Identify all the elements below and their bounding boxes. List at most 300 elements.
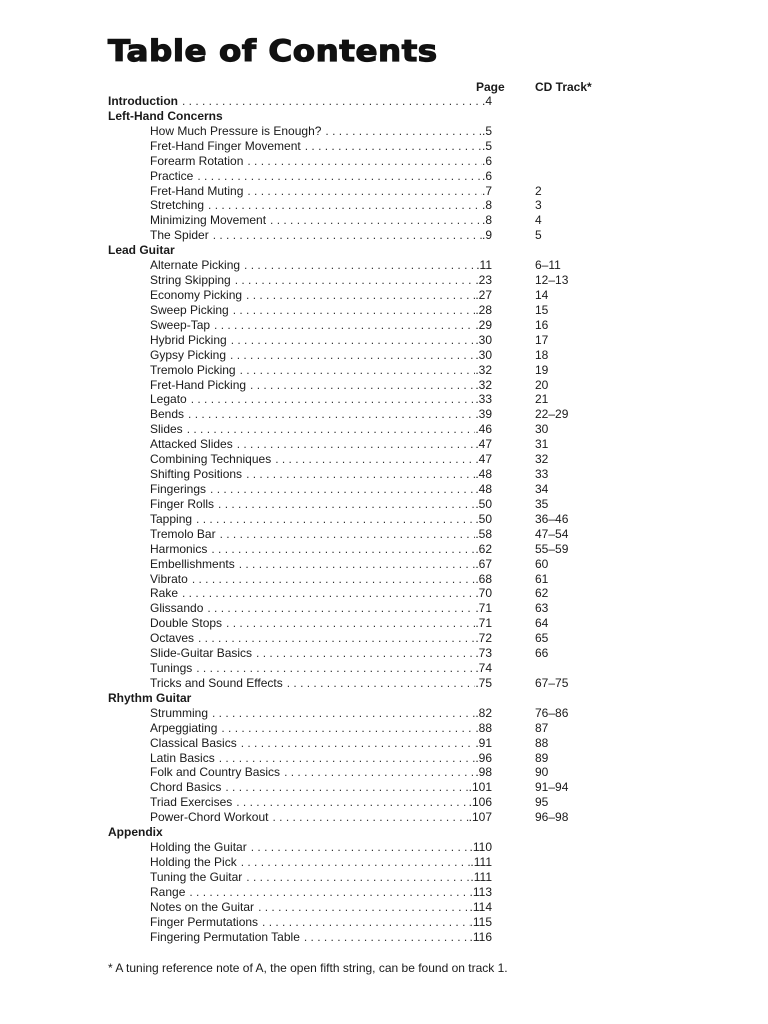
- page-number: .71: [475, 616, 492, 631]
- cd-track: 63: [535, 601, 549, 616]
- toc-entry-row[interactable]: [108, 840, 588, 855]
- section-title: Introduction: [108, 94, 178, 108]
- toc-entry: [150, 452, 492, 467]
- toc-entry: [150, 542, 492, 557]
- toc-entry: [150, 870, 492, 885]
- page-number: .101: [468, 780, 492, 795]
- entry-label: How Much Pressure is Enough?: [150, 123, 322, 138]
- toc-entry: [150, 765, 492, 780]
- toc-entry: [150, 213, 492, 228]
- page-number: .88: [475, 720, 492, 735]
- entry-label: Harmonics: [150, 541, 208, 556]
- cd-track: 18: [535, 347, 549, 362]
- toc-entry: [150, 467, 492, 482]
- toc-entry-row[interactable]: [108, 706, 588, 721]
- toc-entry-row[interactable]: [108, 572, 588, 587]
- page-number: .27: [475, 287, 492, 302]
- dot-leader: [213, 228, 482, 243]
- cd-track: 3: [535, 198, 542, 213]
- toc-entry: [150, 586, 492, 601]
- page-number: .47: [475, 452, 492, 467]
- cd-track: 64: [535, 616, 549, 631]
- cd-track: 30: [535, 422, 549, 437]
- toc-entry: [150, 646, 492, 661]
- toc-entry: [150, 363, 492, 378]
- toc-entry-row[interactable]: [108, 765, 588, 780]
- cd-track: 89: [535, 750, 549, 765]
- toc-entry: [150, 557, 492, 572]
- toc-entry: [150, 512, 492, 527]
- toc-entry: [150, 437, 492, 452]
- toc-entry-row[interactable]: [108, 228, 588, 243]
- page-number: .110: [469, 840, 492, 855]
- page-number: .116: [469, 929, 492, 944]
- dot-leader: [241, 736, 476, 751]
- cd-track: 88: [535, 735, 549, 750]
- entry-label: Glissando: [150, 601, 204, 616]
- entry-label: Holding the Pick: [150, 855, 237, 870]
- cd-track: 14: [535, 287, 549, 302]
- footnote: * A tuning reference note of A, the open fifth string, can be found on track 1.: [108, 961, 508, 975]
- dot-leader: [236, 795, 468, 810]
- dot-leader: [196, 661, 475, 676]
- toc-entry-row[interactable]: [108, 870, 588, 885]
- dot-leader: [246, 467, 475, 482]
- entry-label: Tremolo Picking: [150, 362, 236, 377]
- page-number: .75: [475, 675, 492, 690]
- page-number: .107: [468, 810, 492, 825]
- cd-track: 4: [535, 213, 542, 228]
- toc-entry-row[interactable]: [108, 930, 588, 945]
- page-number: .114: [469, 899, 492, 914]
- cd-track: 5: [535, 228, 542, 243]
- page-number: .30: [475, 347, 492, 362]
- toc-entry: [150, 154, 492, 169]
- page-number: .50: [475, 496, 492, 511]
- cd-track: 47–54: [535, 526, 569, 541]
- entry-label: Bends: [150, 407, 185, 422]
- toc-entry: [150, 572, 492, 587]
- entry-label: Embellishments: [150, 556, 235, 571]
- toc-entry: [150, 407, 492, 422]
- dot-leader: [233, 303, 476, 318]
- dot-leader: [218, 497, 475, 512]
- page-number: .70: [475, 586, 492, 601]
- entry-label: Practice: [150, 168, 194, 183]
- toc-entry: [150, 795, 492, 810]
- page-number: .67: [475, 556, 492, 571]
- entry-label: Latin Basics: [150, 750, 215, 765]
- page-title: Table of Contents: [108, 34, 438, 68]
- dot-leader: [214, 318, 475, 333]
- dot-leader: [273, 810, 469, 825]
- entry-label: Fingerings: [150, 481, 207, 496]
- cd-track: 33: [535, 467, 549, 482]
- toc-entry-row[interactable]: [108, 810, 588, 825]
- toc-entry-row[interactable]: [108, 885, 588, 900]
- toc-entry: [150, 392, 492, 407]
- toc-entry-row[interactable]: [108, 676, 588, 691]
- toc-entry-row[interactable]: [108, 780, 588, 795]
- page-number: .68: [475, 571, 492, 586]
- toc-entry-row[interactable]: [108, 542, 588, 557]
- page-number: .5: [481, 123, 492, 138]
- dot-leader: [256, 646, 475, 661]
- entry-label: Power-Chord Workout: [150, 810, 269, 825]
- entry-label: Alternate Picking: [150, 258, 241, 273]
- dot-leader: [270, 213, 482, 228]
- entry-label: Economy Picking: [150, 287, 243, 302]
- entry-label: Forearm Rotation: [150, 153, 244, 168]
- toc-entry: [150, 810, 492, 825]
- page-number: .48: [475, 467, 492, 482]
- entry-label: Sweep Picking: [150, 302, 229, 317]
- page-number: .8: [481, 198, 492, 213]
- toc-entry-row[interactable]: [108, 512, 588, 527]
- cd-track: 17: [535, 332, 549, 347]
- toc-entry: [150, 378, 492, 393]
- dot-leader: [210, 482, 475, 497]
- toc-entry: [150, 258, 492, 273]
- page-number: .73: [475, 646, 492, 661]
- cd-track: 87: [535, 720, 549, 735]
- toc-entry: [150, 422, 492, 437]
- toc-entry-row[interactable]: [108, 318, 588, 333]
- toc-entry: [150, 915, 492, 930]
- entry-label: Tricks and Sound Effects: [150, 675, 283, 690]
- toc-entry-row[interactable]: [108, 452, 588, 467]
- cd-track: 12–13: [535, 273, 569, 288]
- toc-entry: [150, 497, 492, 512]
- page-number: .6: [481, 168, 492, 183]
- dot-leader: [182, 586, 475, 601]
- toc-entry-row[interactable]: [108, 124, 588, 139]
- toc-entry-row[interactable]: [108, 422, 588, 437]
- dot-leader: [188, 407, 475, 422]
- toc-entry-row[interactable]: [108, 646, 588, 661]
- entry-label: Legato: [150, 392, 187, 407]
- entry-label: Fret-Hand Finger Movement: [150, 138, 301, 153]
- dot-leader: [198, 631, 475, 646]
- cd-track: 19: [535, 362, 549, 377]
- toc-entry-row[interactable]: [108, 154, 588, 169]
- page-number: .91: [475, 735, 492, 750]
- entry-label: Sweep-Tap: [150, 317, 211, 332]
- toc-entry-row[interactable]: [108, 557, 588, 572]
- dot-leader: [189, 885, 469, 900]
- section-title: Lead Guitar: [108, 243, 175, 258]
- cd-track: 61: [535, 571, 549, 586]
- entry-label: Notes on the Guitar: [150, 899, 255, 914]
- section-heading: [108, 825, 492, 840]
- entry-label: Slide-Guitar Basics: [150, 646, 253, 661]
- page-number: .30: [475, 332, 492, 347]
- cd-track: 31: [535, 437, 549, 452]
- toc-section-row[interactable]: [108, 94, 588, 109]
- dot-leader: [237, 437, 476, 452]
- dot-leader: [247, 184, 482, 199]
- entry-label: Fret-Hand Picking: [150, 377, 247, 392]
- dot-leader: [247, 154, 482, 169]
- toc-entry: [150, 288, 492, 303]
- toc-entry: [150, 139, 492, 154]
- cd-track: 91–94: [535, 780, 569, 795]
- toc-entry-row[interactable]: [108, 751, 588, 766]
- cd-track: 96–98: [535, 810, 569, 825]
- toc-section-row[interactable]: [108, 691, 588, 706]
- entry-label: Stretching: [150, 198, 205, 213]
- toc-entry-row[interactable]: [108, 288, 588, 303]
- dot-leader: [207, 601, 475, 616]
- page-number: .111: [470, 855, 492, 870]
- toc-section-row[interactable]: [108, 243, 588, 258]
- toc-entry: [150, 601, 492, 616]
- toc-entry: [150, 228, 492, 243]
- toc-entry: [150, 273, 492, 288]
- toc-entry-row[interactable]: [108, 482, 588, 497]
- dot-leader: [212, 706, 475, 721]
- dot-leader: [284, 765, 475, 780]
- entry-label: Double Stops: [150, 616, 223, 631]
- toc-entry: [150, 855, 492, 870]
- toc-entry: [150, 751, 492, 766]
- section-heading: [108, 94, 492, 109]
- toc-entry-row[interactable]: [108, 378, 588, 393]
- page-number: .71: [475, 601, 492, 616]
- page-number: .82: [475, 705, 492, 720]
- entry-label: Folk and Country Basics: [150, 765, 281, 780]
- toc-entry-row[interactable]: [108, 303, 588, 318]
- dot-leader: [208, 198, 482, 213]
- toc-entry: [150, 885, 492, 900]
- toc-entry-row[interactable]: [108, 586, 588, 601]
- toc-entry-row[interactable]: [108, 795, 588, 810]
- dot-leader: [225, 780, 468, 795]
- toc-entry-row[interactable]: [108, 407, 588, 422]
- toc-entry-row[interactable]: [108, 616, 588, 631]
- entry-label: Arpeggiating: [150, 720, 218, 735]
- toc-entry: [150, 348, 492, 363]
- toc-entry-row[interactable]: [108, 497, 588, 512]
- entry-label: Chord Basics: [150, 780, 222, 795]
- page-number: .47: [475, 437, 492, 452]
- toc-entry-row[interactable]: [108, 900, 588, 915]
- cd-track: 90: [535, 765, 549, 780]
- page-number: .6: [481, 153, 492, 168]
- dot-leader: [304, 930, 470, 945]
- toc-entry: [150, 184, 492, 199]
- cd-track: 32: [535, 452, 549, 467]
- toc-entry-row[interactable]: [108, 258, 588, 273]
- dot-leader: [220, 527, 476, 542]
- cd-track: 67–75: [535, 675, 569, 690]
- page-number: .58: [475, 526, 492, 541]
- cd-track: 2: [535, 183, 542, 198]
- toc-entry: [150, 631, 492, 646]
- toc-entry-row[interactable]: [108, 273, 588, 288]
- entry-label: Triad Exercises: [150, 795, 233, 810]
- cd-track: 65: [535, 631, 549, 646]
- page-number: .39: [475, 407, 492, 422]
- dot-leader: [230, 348, 475, 363]
- cd-track: 22–29: [535, 407, 569, 422]
- dot-leader: [240, 363, 476, 378]
- page-number: .7: [481, 183, 492, 198]
- toc-section-row[interactable]: [108, 825, 588, 840]
- section-title: Appendix: [108, 825, 163, 840]
- dot-leader: [196, 512, 475, 527]
- cd-track: 36–46: [535, 511, 569, 526]
- page-number: .32: [475, 377, 492, 392]
- table-of-contents: [108, 94, 588, 945]
- toc-entry: [150, 930, 492, 945]
- dot-leader: [187, 422, 476, 437]
- page-number: .113: [469, 884, 492, 899]
- section-title: Left-Hand Concerns: [108, 108, 223, 123]
- dot-leader: [221, 721, 475, 736]
- entry-label: Tunings: [150, 661, 193, 676]
- entry-label: Hybrid Picking: [150, 332, 227, 347]
- toc-section-row[interactable]: [108, 109, 588, 124]
- toc-entry: [150, 661, 492, 676]
- dot-leader: [197, 169, 482, 184]
- entry-label: Combining Techniques: [150, 452, 272, 467]
- toc-entry-row[interactable]: [108, 736, 588, 751]
- dot-leader: [235, 273, 476, 288]
- toc-entry-row[interactable]: [108, 601, 588, 616]
- dot-leader: [211, 542, 475, 557]
- dot-leader: [246, 870, 470, 885]
- dot-leader: [325, 124, 482, 139]
- section-title: Rhythm Guitar: [108, 690, 192, 705]
- entry-label: Octaves: [150, 631, 195, 646]
- entry-label: The Spider: [150, 228, 209, 243]
- cd-track: 6–11: [535, 258, 561, 273]
- page-number: .11: [476, 258, 492, 273]
- toc-entry: [150, 721, 492, 736]
- entry-label: Minimizing Movement: [150, 213, 267, 228]
- page-number: .46: [475, 422, 492, 437]
- page-number: .4: [481, 94, 492, 108]
- toc-entry: [150, 840, 492, 855]
- dot-leader: [258, 900, 469, 915]
- toc-entry-row[interactable]: [108, 855, 588, 870]
- toc-entry-row[interactable]: [108, 139, 588, 154]
- entry-label: Tapping: [150, 511, 193, 526]
- section-heading: [108, 109, 492, 124]
- cd-track: 76–86: [535, 705, 569, 720]
- toc-entry-row[interactable]: [108, 915, 588, 930]
- cd-track: 16: [535, 317, 549, 332]
- toc-entry-row[interactable]: [108, 169, 588, 184]
- toc-entry-row[interactable]: [108, 348, 588, 363]
- toc-entry-row[interactable]: [108, 392, 588, 407]
- page-number: .48: [475, 481, 492, 496]
- dot-leader: [219, 751, 476, 766]
- page-number: .106: [468, 795, 492, 810]
- toc-entry: [150, 318, 492, 333]
- page-column-header: Page: [476, 80, 505, 94]
- page-number: .74: [475, 661, 492, 676]
- dot-leader: [231, 333, 476, 348]
- toc-entry: [150, 198, 492, 213]
- entry-label: Strumming: [150, 705, 209, 720]
- toc-entry: [150, 333, 492, 348]
- toc-entry: [150, 616, 492, 631]
- cd-track: 55–59: [535, 541, 569, 556]
- toc-entry-row[interactable]: [108, 363, 588, 378]
- page-number: .23: [475, 273, 492, 288]
- cd-track-column-header: CD Track*: [535, 80, 592, 94]
- entry-label: Tuning the Guitar: [150, 869, 243, 884]
- entry-label: Finger Rolls: [150, 496, 215, 511]
- dot-leader: [287, 676, 476, 691]
- toc-entry-row[interactable]: [108, 198, 588, 213]
- cd-track: 66: [535, 646, 549, 661]
- page-number: .72: [475, 631, 492, 646]
- entry-label: Tremolo Bar: [150, 526, 216, 541]
- page-number: .8: [481, 213, 492, 228]
- page-number: .32: [475, 362, 492, 377]
- page-number: .5: [481, 138, 492, 153]
- page-number: .33: [475, 392, 492, 407]
- cd-track: 21: [535, 392, 549, 407]
- dot-leader: [191, 392, 476, 407]
- cd-track: 15: [535, 302, 549, 317]
- dot-leader: [244, 258, 476, 273]
- toc-entry: [150, 527, 492, 542]
- section-heading: [108, 243, 492, 258]
- toc-entry-row[interactable]: [108, 721, 588, 736]
- entry-label: Attacked Slides: [150, 437, 233, 452]
- entry-label: Slides: [150, 422, 183, 437]
- page-number: .98: [475, 765, 492, 780]
- entry-label: Range: [150, 884, 186, 899]
- dot-leader: [192, 572, 476, 587]
- entry-label: String Skipping: [150, 273, 231, 288]
- toc-entry-row[interactable]: [108, 213, 588, 228]
- entry-label: Gypsy Picking: [150, 347, 227, 362]
- toc-entry-row[interactable]: [108, 184, 588, 199]
- toc-entry: [150, 482, 492, 497]
- entry-label: Fingering Permutation Table: [150, 929, 300, 944]
- page-number: .9: [481, 228, 492, 243]
- entry-label: Finger Permutations: [150, 914, 259, 929]
- cd-track: 60: [535, 556, 549, 571]
- toc-entry-row[interactable]: [108, 631, 588, 646]
- dot-leader: [241, 855, 471, 870]
- cd-track: 34: [535, 481, 549, 496]
- entry-label: Vibrato: [150, 571, 188, 586]
- page-number: .50: [475, 511, 492, 526]
- toc-entry: [150, 124, 492, 139]
- toc-entry-row[interactable]: [108, 467, 588, 482]
- page-number: .29: [475, 317, 492, 332]
- dot-leader: [250, 378, 475, 393]
- entry-label: Shifting Positions: [150, 467, 243, 482]
- toc-entry: [150, 303, 492, 318]
- dot-leader: [239, 557, 476, 572]
- section-heading: [108, 691, 492, 706]
- toc-entry-row[interactable]: [108, 437, 588, 452]
- toc-entry: [150, 900, 492, 915]
- cd-track: 35: [535, 496, 549, 511]
- toc-entry-row[interactable]: [108, 527, 588, 542]
- toc-entry-row[interactable]: [108, 661, 588, 676]
- page-number: .28: [475, 302, 492, 317]
- toc-entry-row[interactable]: [108, 333, 588, 348]
- page-number: .115: [469, 914, 492, 929]
